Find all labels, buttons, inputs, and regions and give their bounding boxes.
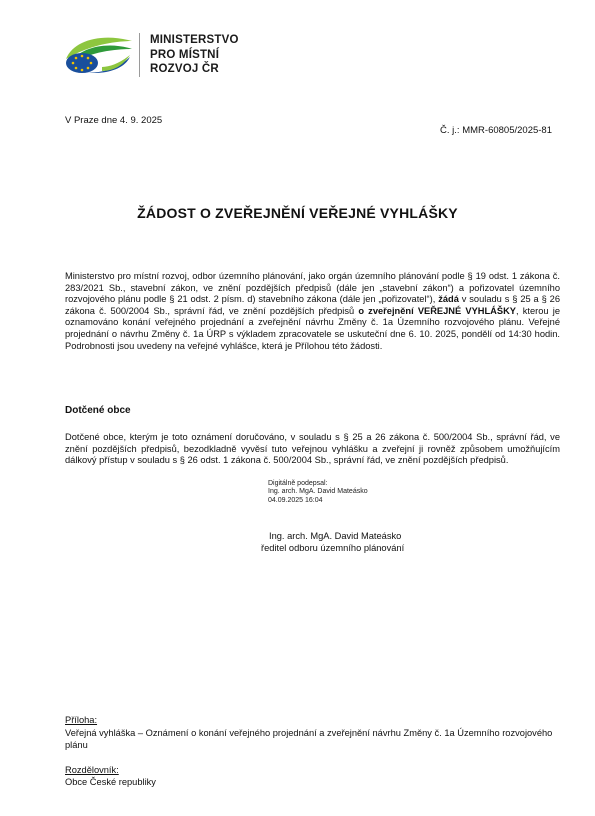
signer-name: Ing. arch. MgA. David Mateásko bbox=[269, 531, 402, 541]
intro-bold-request: žádá bbox=[438, 294, 459, 305]
logo-divider bbox=[139, 33, 140, 77]
digital-signature bbox=[268, 480, 368, 505]
intro-text: v souladu s § 25 a § 26 zákona č. 500/2004 Sb., správní řád, ve znění pozdějších předpisů bbox=[65, 294, 560, 316]
distribution-text: Obce České republiky bbox=[65, 777, 156, 787]
ministry-name-line: ROZVOJ ČR bbox=[150, 63, 219, 75]
attachment-heading: Příloha: bbox=[65, 715, 98, 725]
intro-paragraph bbox=[65, 271, 560, 352]
signer-block bbox=[261, 530, 404, 554]
reference-number: Č. j.: MMR-60805/2025-81 bbox=[440, 125, 552, 136]
ministry-logo-icon bbox=[64, 33, 134, 77]
affected-heading: Dotčené obce bbox=[65, 405, 131, 416]
intro-text: , kterou je oznamováno konání veřejného projednání a zveřejnění návrhu Změny č. 1a Územního rozvojového plánu. Veřejné projednání o návrhu Změny č. 1a ÚRP s výkladem zpracovatele se uskuteční dne 6. 10. 2025, pondělí od 14:30 hodin. Podrobnosti jsou uvedeny na veřejné vyhlášce, která je Přílohou této žádosti. bbox=[65, 305, 560, 351]
signer-role: ředitel odboru územního plánování bbox=[261, 543, 405, 553]
place-date: V Praze dne 4. 9. 2025 bbox=[65, 115, 163, 126]
signature-name: Ing. arch. MgA. David Mateásko bbox=[268, 488, 368, 496]
distribution-heading: Rozdělovník: bbox=[65, 765, 119, 775]
affected-paragraph: Dotčené obce, kterým je toto oznámení doručováno, v souladu s § 25 a 26 zákona č. 500/2004 Sb., správní řád, ve znění pozdějších předpisů, bezodkladně vyvěsí tuto veřejnou vyhlášku a zveřejní ji rovněž způsobem umožňujícím dálkový přístup v souladu s § 26 odst. 1 zákona č. 500/2004 Sb., správní řád, ve znění pozdějších předpisů. bbox=[65, 432, 560, 466]
attachment-text: Veřejná vyhláška – Oznámení o konání veřejného projednání a zveřejnění návrhu Změny č. 1a Územního rozvojového plánu bbox=[65, 728, 553, 750]
signature-label: Digitálně podepsal: bbox=[268, 480, 328, 487]
signature-datetime: 04.09.2025 16:04 bbox=[268, 496, 323, 504]
intro-bold-subject: o zveřejnění VEŘEJNÉ VYHLÁŠKY bbox=[358, 305, 517, 316]
ministry-name-line: MINISTERSTVO bbox=[150, 34, 239, 46]
intro-text: Ministerstvo pro místní rozvoj, odbor územního plánování, jako orgán územního plánování podle § 19 odst. 1 zákona č. 283/2021 Sb., stavební zákon, ve znění pozdějších předpisů (dále jen „stavební zákon“) a pořizovatel územního rozvojového plánu podle § 21 odst. 2 písm. d) stavebního zákona (dále jen „pořizovatel“), bbox=[65, 271, 560, 305]
ministry-name-line: PRO MÍSTNÍ bbox=[150, 48, 220, 61]
document-title: ŽÁDOST O ZVEŘEJNĚNÍ VEŘEJNÉ VYHLÁŠKY bbox=[137, 205, 458, 221]
ministry-name bbox=[150, 33, 239, 77]
